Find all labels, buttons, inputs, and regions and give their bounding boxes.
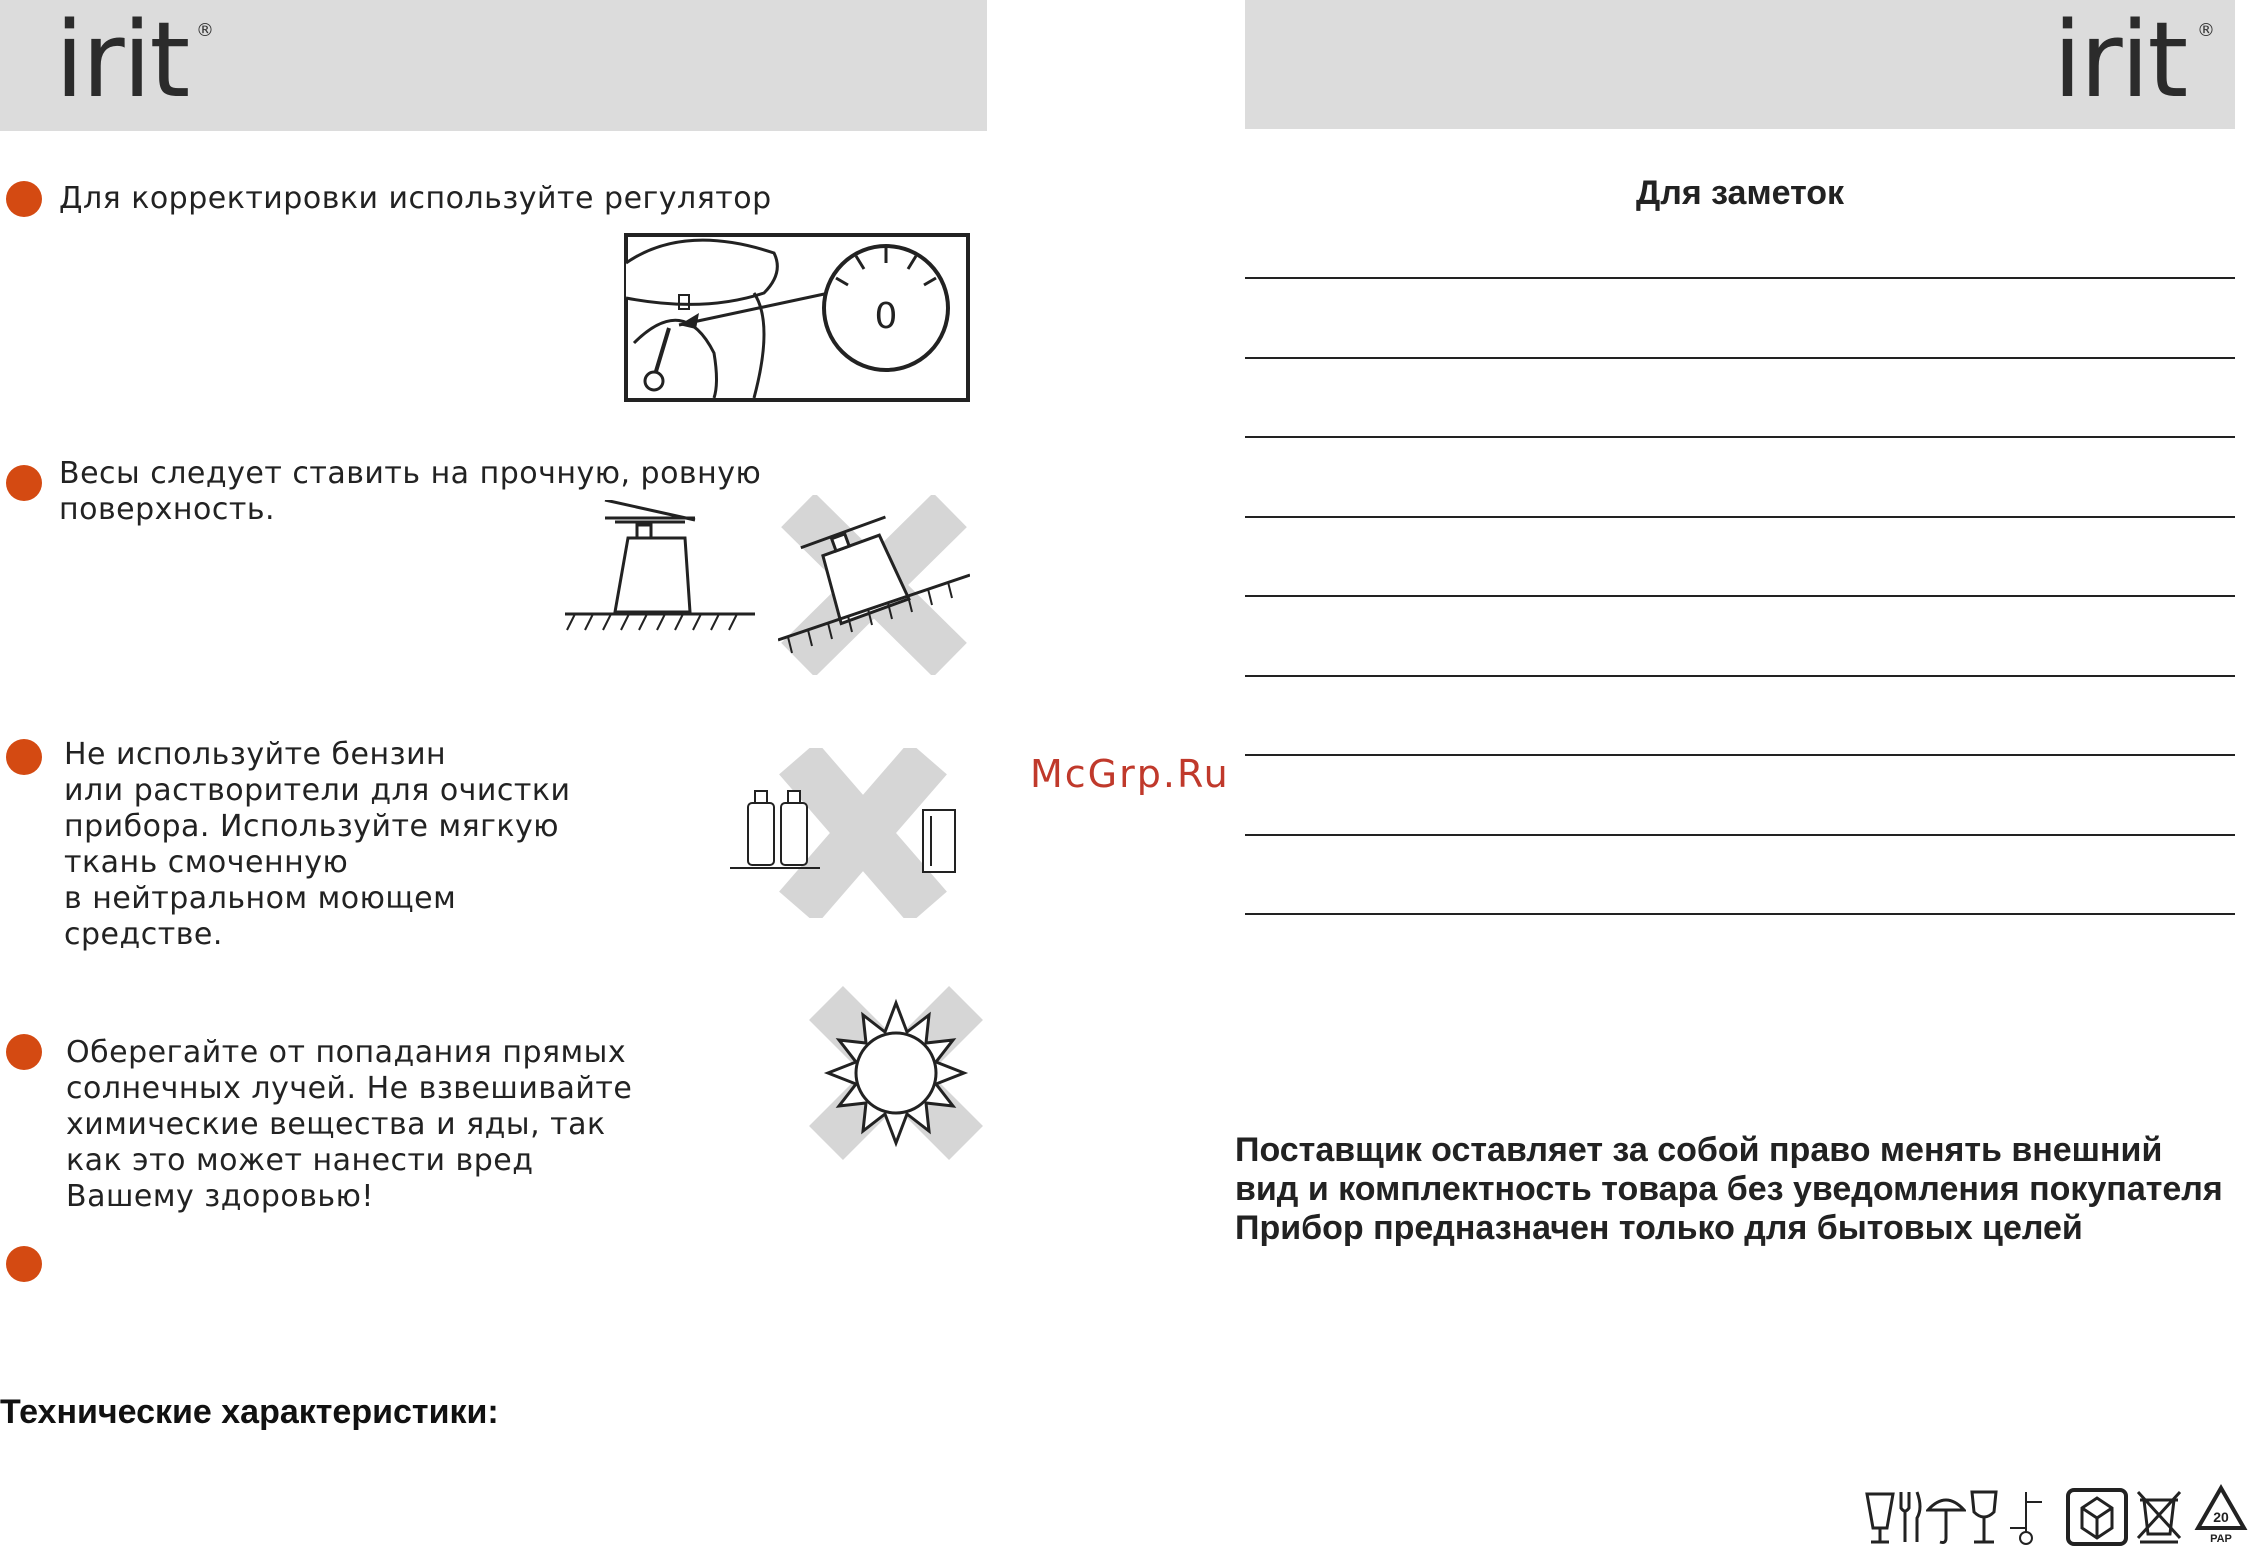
bullet-4 (6, 1034, 42, 1070)
right-logo-registered: ® (2197, 20, 2215, 41)
instruction-adjust: Для корректировки используйте регулятор (59, 181, 772, 216)
left-logo-registered: ® (196, 20, 214, 41)
note-line (1245, 595, 2235, 597)
watermark: McGrp.Ru (1030, 752, 1230, 796)
instruction-surface: Весы следует ставить на прочную, ровную поверхность. (59, 456, 762, 527)
bullet-2 (6, 465, 42, 501)
note-line (1245, 834, 2235, 836)
fragile-icon (1970, 1488, 1998, 1546)
note-line (1245, 913, 2235, 915)
zero-adjust-illustration (624, 233, 970, 403)
right-logo: irit (2053, 0, 2187, 121)
food-safe-icon (1865, 1488, 1923, 1546)
bullet-1 (6, 181, 42, 217)
temperature-icon (2006, 1488, 2046, 1546)
no-sunlight-icon (806, 983, 986, 1163)
no-trash-bin-icon (2134, 1488, 2184, 1546)
note-line (1245, 675, 2235, 677)
tilted-surface-cross-icon (778, 495, 970, 675)
keep-dry-icon (1926, 1488, 1966, 1546)
recycle-icon (2194, 1484, 2248, 1546)
tech-specs-heading: Технические характеристики: (0, 1393, 499, 1431)
note-line (1245, 516, 2235, 518)
recycle-label: PAP (2210, 1533, 2232, 1545)
recycle-code: 20 (2213, 1509, 2229, 1525)
instruction-cleaning: Не используйте бензин или растворители для очистки прибора. Используйте мягкую ткань смоченную в нейтральном моющем средстве. (64, 737, 571, 952)
notes-title: Для заметок (1636, 174, 1845, 212)
supplier-notice: Поставщик оставляет за собой право менять внешний вид и комплектность товара без уведомления покупателя Прибор предназначен только для бытовых целей (1235, 1131, 2223, 1247)
note-line (1245, 277, 2235, 279)
note-line (1245, 436, 2235, 438)
instruction-sunlight: Оберегайте от попадания прямых солнечных лучей. Не взвешивайте химические вещества и яды, так как это может нанести вред Вашему здоровью! (66, 1035, 633, 1214)
dial-zero-value: 0 (874, 296, 898, 337)
note-line (1245, 357, 2235, 359)
bullet-3 (6, 739, 42, 775)
bullet-5 (6, 1246, 42, 1282)
note-line (1245, 754, 2235, 756)
left-logo: irit (55, 0, 189, 121)
this-side-up-icon (2066, 1488, 2128, 1546)
no-solvents-illustration (728, 748, 968, 918)
